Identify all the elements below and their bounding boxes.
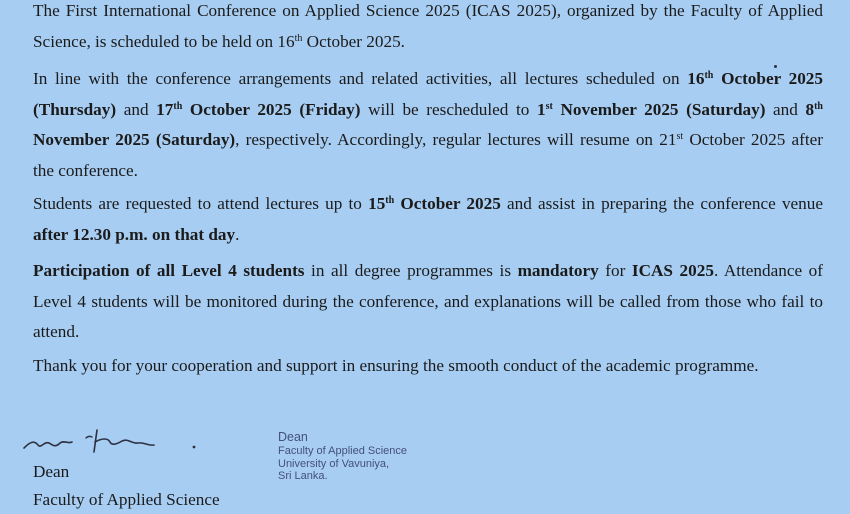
text: , respectively. Accordingly, regular lectures will resume on 21: [235, 130, 677, 149]
text: .: [235, 224, 240, 244]
paragraph-thank-you: Thank you for your cooperation and support in ensuring the smooth conduct of the academic programme.: [33, 356, 759, 375]
ink-speck: [774, 65, 777, 68]
signatory-title: Dean: [33, 462, 70, 481]
paragraph-conference-announcement: [33, 0, 823, 57]
official-stamp: [278, 430, 407, 483]
bold-date: 16th October 2025 (Thursday): [33, 69, 823, 119]
ordinal-suffix: st: [676, 131, 684, 142]
paragraph-mandatory-participation: [33, 256, 823, 348]
bold-text: Participation of all Level 4 students: [33, 261, 305, 280]
bold-date: 17th October 2025 (Friday): [156, 99, 361, 119]
text: Students are requested to attend lectures up to: [33, 194, 369, 213]
text: and assist in preparing the conference venue: [500, 194, 823, 213]
stamp-line: University of Vavuniya,: [278, 457, 390, 470]
text: will be rescheduled to: [360, 99, 538, 119]
handwritten-signature: [22, 424, 202, 460]
signatory-faculty: Faculty of Applied Science: [33, 490, 220, 509]
text: and: [765, 99, 806, 119]
text: October 2025.: [302, 31, 405, 51]
text: in all degree programmes is: [304, 261, 518, 280]
text: The First International Conference on Applied Science 2025 (ICAS 2025), organized by the Faculty of Applied Science, is scheduled to be held on 16: [33, 1, 823, 51]
stamp-title: Dean: [278, 430, 308, 444]
text: . Attendance of Level 4 students will be monitored during the conference, and explanations will be called from those who fail to attend.: [33, 261, 823, 341]
stamp-line: Faculty of Applied Science: [278, 445, 408, 457]
text: for: [598, 261, 632, 280]
bold-text: ICAS 2025: [631, 261, 714, 280]
ordinal-suffix: th: [294, 32, 303, 44]
stamp-line: Sri Lanka.: [278, 470, 328, 482]
bold-date: 15th October 2025: [368, 194, 501, 213]
bold-date: 8th November 2025 (Saturday): [33, 99, 823, 149]
bold-time: after 12.30 p.m. on that day: [33, 224, 236, 244]
text: In line with the conference arrangements and related activities, all lectures scheduled on: [33, 69, 688, 88]
bold-text: mandatory: [517, 261, 599, 280]
paragraph-lecture-rescheduling: [33, 64, 823, 186]
bold-date: 1st November 2025 (Saturday): [537, 99, 766, 119]
text: October 2025 after the conference.: [33, 130, 824, 180]
text: and: [116, 99, 157, 119]
paragraph-attendance-request: [33, 189, 823, 250]
